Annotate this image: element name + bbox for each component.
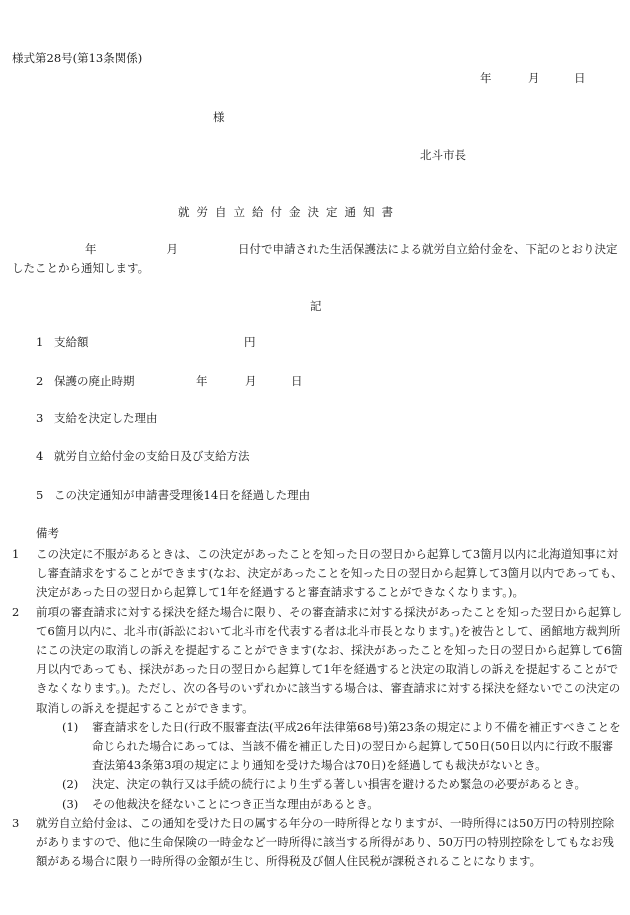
sub-text: その他裁決を経ないことにつき正当な理由があるとき。 bbox=[92, 796, 379, 811]
note-3 bbox=[12, 814, 624, 872]
note-number: 3 bbox=[12, 815, 20, 830]
note-1 bbox=[12, 545, 624, 603]
header-date-year: 年 bbox=[480, 71, 492, 85]
item-label: 支給額 bbox=[54, 335, 89, 349]
item-abolition-date bbox=[36, 374, 303, 389]
note-text: 就労自立給付金は、この通知を受けた日の属する年分の一時所得となりますが、一時所得には50万円の特別控除がありますので、他に生命保険の一時金など一時所得に該当する所得があり、50万円の特別控除をしてもなお残額がある場合に限り一時所得の金額が生じ、所得税及び個人住民税が課税されることになります。 bbox=[36, 815, 615, 869]
document-title: 就労自立給付金決定通知書 bbox=[178, 205, 400, 219]
item-label: 支給を決定した理由 bbox=[54, 411, 158, 425]
intro-text: 日付で申請された生活保護法による就労自立給付金を、下記のとおり決定したことから通知します。 bbox=[12, 242, 618, 275]
note-text: 前項の審査請求に対する採決を経た場合に限り、その審査請求に対する採決があったことを知った翌日から起算して6箇月以内に、北斗市(訴訟において北斗市を代表する者は北斗市長となります。)を被告として、函館地方裁判所にこの決定の取消しの訴えを提起することができます(なお、採決があったことを知った日の翌日から起算して6箇月以内であっても、採決があった日の翌日から起算して1年を経過すると決定の取消しの訴えを提起することができなくなります。)。ただし、次の各号のいずれかに該当する場合は、審査請求に対する採決を経ないでこの決定の取消しの訴えを提起することができます。 bbox=[36, 604, 623, 715]
item-payment-method bbox=[36, 449, 250, 464]
sub-text: 決定、決定の執行又は手続の続行により生ずる著しい損害を避けるため緊急の必要があるとき。 bbox=[92, 777, 587, 792]
note-text: この決定に不服があるときは、この決定があったことを知った日の翌日から起算して3箇月以内に北海道知事に対し審査請求をすることができます(なお、決定があったことを知った日の翌日から起算して3箇月以内であっても、決定があった日の翌日から起算して1年を経過すると審査請求することができなくなります。)。 bbox=[36, 547, 623, 600]
form-number: 様式第28号(第13条関係) bbox=[12, 51, 143, 65]
item-number: 2 bbox=[36, 374, 44, 388]
ki-heading: 記 bbox=[310, 299, 322, 313]
item-label: 就労自立給付金の支給日及び支給方法 bbox=[54, 449, 250, 463]
item-decision-reason bbox=[36, 411, 158, 426]
recipient-suffix: 様 bbox=[213, 110, 225, 124]
note-number: 2 bbox=[12, 604, 20, 619]
intro-paragraph bbox=[12, 240, 622, 278]
item-day: 日 bbox=[291, 374, 303, 388]
header-date-month: 月 bbox=[528, 71, 540, 85]
intro-year: 年 bbox=[85, 242, 97, 256]
note-2 bbox=[12, 603, 624, 718]
item-number: 4 bbox=[36, 449, 44, 463]
item-label: 保護の廃止時期 bbox=[54, 374, 135, 388]
header-date-day: 日 bbox=[574, 71, 586, 85]
sub-number: (1) bbox=[62, 719, 79, 734]
item-label: この決定通知が申請書受理後14日を経過した理由 bbox=[54, 488, 311, 502]
note-number: 1 bbox=[12, 547, 20, 561]
sender-name: 北斗市長 bbox=[420, 148, 466, 162]
item-year: 年 bbox=[196, 374, 208, 388]
item-month: 月 bbox=[245, 374, 257, 388]
intro-month: 月 bbox=[166, 242, 178, 256]
item-unit: 円 bbox=[244, 335, 256, 349]
notes-list bbox=[12, 545, 624, 871]
note-2-sub-3 bbox=[12, 795, 624, 814]
item-payment-amount bbox=[36, 335, 256, 350]
notes-heading: 備考 bbox=[36, 526, 59, 540]
note-2-sub-1 bbox=[12, 718, 624, 776]
sub-number: (3) bbox=[62, 796, 79, 811]
item-number: 5 bbox=[36, 488, 44, 502]
item-number: 1 bbox=[36, 335, 44, 349]
note-2-sub-2 bbox=[12, 775, 624, 794]
item-number: 3 bbox=[36, 411, 44, 425]
sub-text: 審査請求をした日(行政不服審査法(平成26年法律第68号)第23条の規定により不備を補正すべきことを命じられた場合にあっては、当該不備を補正した日)の翌日から起算して50日(50日以内に行政不服審査法第43条第3項の規定により通知を受けた場合は70日)を経過しても裁決がないとき。 bbox=[92, 719, 621, 773]
item-delay-reason bbox=[36, 488, 310, 503]
sub-number: (2) bbox=[62, 777, 79, 792]
